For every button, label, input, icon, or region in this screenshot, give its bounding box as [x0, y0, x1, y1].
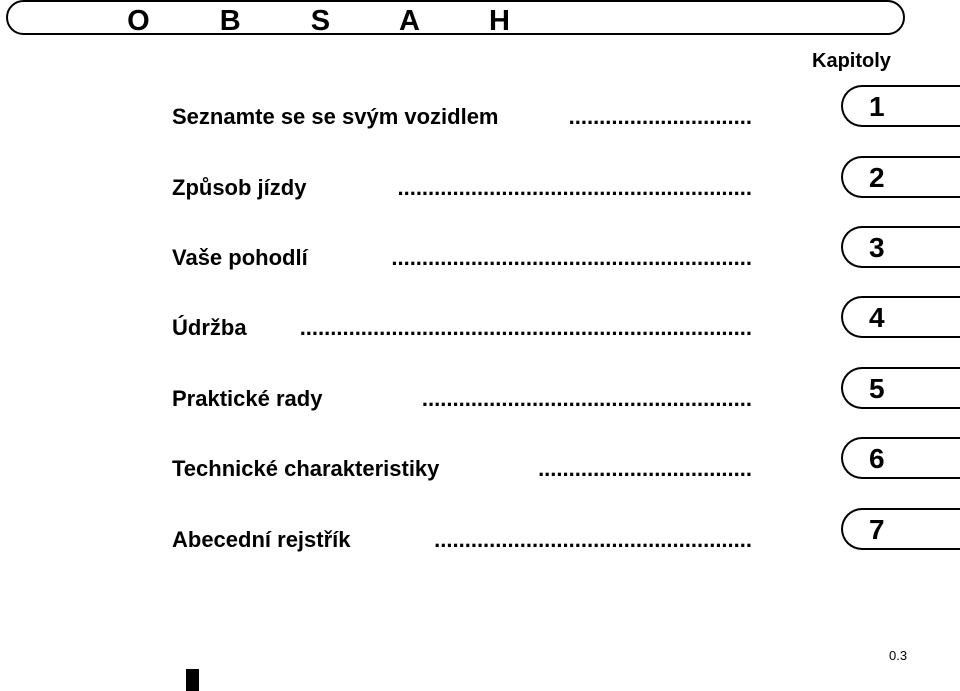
toc-leader-dots: ...................................	[538, 456, 752, 481]
toc-label[interactable]: Vaše pohodlí	[172, 245, 308, 270]
toc-row[interactable]	[172, 162, 960, 215]
chapter-tab[interactable]	[841, 367, 960, 409]
chapter-tab[interactable]	[841, 296, 960, 338]
toc-leader-dots: ..............................	[568, 104, 752, 129]
toc-leader-dots: ......................................................	[421, 386, 752, 411]
toc-row[interactable]	[172, 373, 960, 426]
toc-row[interactable]	[172, 302, 960, 355]
chapter-tab[interactable]	[841, 226, 960, 268]
toc-label[interactable]: Abecední rejstřík	[172, 527, 351, 552]
chapter-number: 2	[869, 162, 885, 193]
toc-leader-dots: ...........................................................	[391, 245, 752, 270]
toc-label[interactable]: Způsob jízdy	[172, 175, 307, 200]
chapter-number: 6	[869, 443, 885, 474]
toc-leader-dots: ..........................................................................	[299, 315, 752, 340]
toc-label[interactable]: Technické charakteristiky	[172, 456, 440, 481]
chapter-number: 4	[869, 302, 885, 333]
title-bar	[6, 0, 905, 35]
chapter-tab[interactable]	[841, 156, 960, 198]
toc-label[interactable]: Praktické rady	[172, 386, 323, 411]
page-number: 0.3	[889, 648, 908, 663]
chapter-tab[interactable]	[841, 437, 960, 479]
chapters-label: Kapitoly	[812, 50, 891, 72]
chapter-number: 3	[869, 232, 885, 263]
toc-label[interactable]: Seznamte se se svým vozidlem	[172, 104, 499, 129]
chapter-number: 1	[869, 91, 885, 122]
page-title: O B S A H	[127, 5, 541, 37]
toc-leader-dots: ....................................................	[434, 527, 752, 552]
chapter-tab[interactable]	[841, 508, 960, 550]
toc-row[interactable]	[172, 91, 960, 144]
toc-row[interactable]	[172, 443, 960, 496]
toc-leader-dots: ..........................................................	[397, 175, 752, 200]
toc-row[interactable]	[172, 232, 960, 285]
chapter-number: 5	[869, 373, 885, 404]
chapter-number: 7	[869, 514, 885, 545]
toc-label[interactable]: Údržba	[172, 315, 247, 340]
crop-mark	[186, 669, 199, 691]
toc-row[interactable]	[172, 514, 960, 567]
chapter-tab[interactable]	[841, 85, 960, 127]
